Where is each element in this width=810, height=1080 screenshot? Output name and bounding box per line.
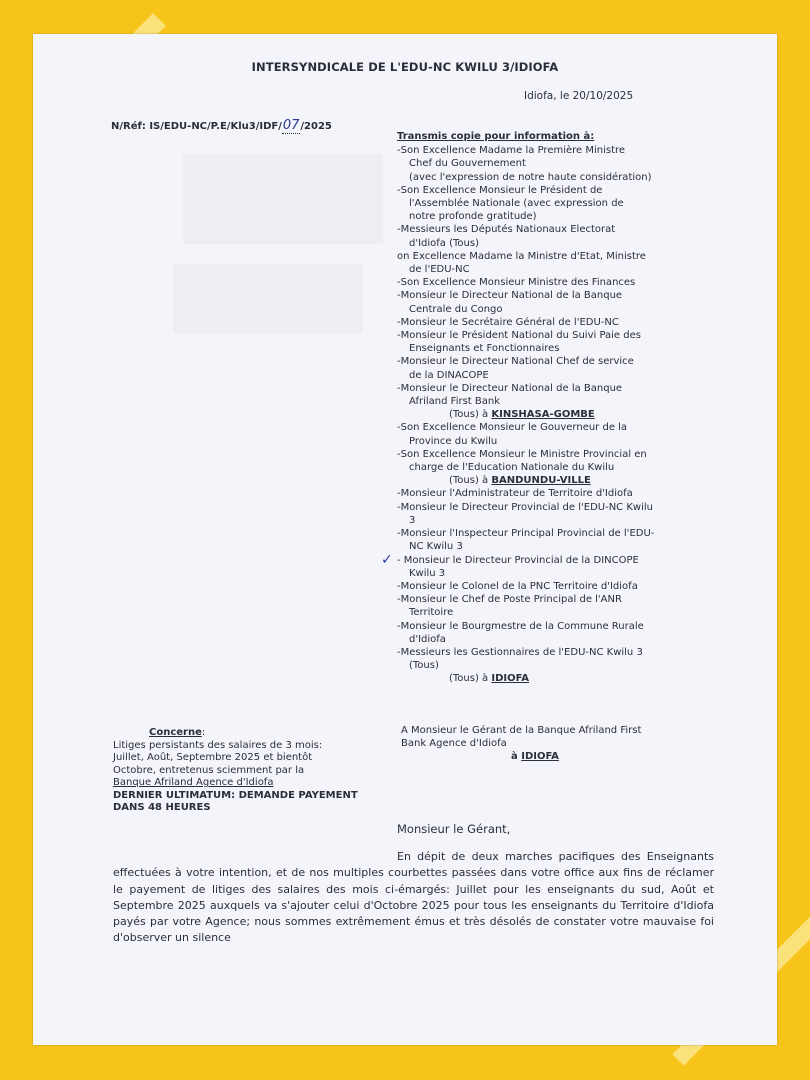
recipient-text: -Messieurs les Gestionnaires de l'EDU-NC Kwilu 3 (397, 646, 643, 658)
recipient-line (397, 448, 677, 461)
location-name: IDIOFA (491, 673, 530, 685)
location-name: KINSHASA-GOMBE (491, 409, 595, 421)
recipient-location (397, 672, 677, 685)
recipient-line (397, 567, 677, 580)
recipient-text: -Monsieur le Chef de Poste Principal de l'ANR (397, 594, 622, 606)
addressee-place: IDIOFA (521, 751, 559, 762)
recipient-text: -Monsieur l'Administrateur de Territoire d'Idiofa (397, 488, 633, 500)
document-title: INTERSYNDICALE DE L'EDU-NC KWILU 3/IDIOFA (251, 60, 559, 74)
recipient-line (397, 620, 677, 633)
recipient-text: l'Assemblée Nationale (avec expression de (409, 198, 624, 210)
recipient-text: Province du Kwilu (409, 435, 498, 447)
recipient-text: -Monsieur le Secrétaire Général de l'EDU-NC (397, 316, 619, 328)
recipient-text: Centrale du Congo (409, 303, 503, 315)
recipient-text: d'Idiofa (409, 633, 446, 645)
recipient-text: -Son Excellence Madame la Première Ministre (397, 145, 626, 157)
document-page (33, 34, 777, 1045)
recipient-text: -Monsieur le Directeur National Chef de service (397, 356, 634, 368)
recipient-text: Enseignants et Fonctionnaires (409, 343, 560, 355)
location-prefix: (Tous) à (449, 475, 492, 487)
concern-line: Litiges persistants des salaires de 3 mois: (113, 739, 323, 751)
recipient-line (397, 223, 677, 236)
recipient-line (397, 316, 677, 329)
handwritten-check-icon: ✓ (381, 551, 393, 568)
recipient-text: -Son Excellence Monsieur le Président de (397, 184, 603, 196)
recipient-text: (avec l'expression de notre haute considération) (409, 171, 652, 183)
recipient-line (397, 501, 677, 514)
document-date: Idiofa, le 20/10/2025 (524, 90, 634, 102)
ultimatum-text: DERNIER ULTIMATUM: DEMANDE PAYEMENT DANS 48 HEURES (113, 789, 358, 813)
recipient-line (397, 646, 677, 659)
recipient-line (397, 210, 677, 223)
recipient-line (397, 659, 677, 672)
recipient-line (397, 514, 677, 527)
addressee-place-prefix: à (511, 751, 522, 762)
recipient-line (381, 551, 677, 568)
recipient-text: - Monsieur le Directeur Provincial de la DINCOPE (397, 554, 639, 566)
recipient-text: -Son Excellence Monsieur le Ministre Provincial en (397, 448, 647, 460)
recipient-line (397, 144, 677, 157)
recipient-line (397, 382, 677, 395)
recipient-text: notre profonde gratitude) (409, 211, 537, 223)
bleed-through (183, 154, 383, 244)
recipient-line (397, 461, 677, 474)
recipient-line (397, 289, 677, 302)
recipient-text: Chef du Gouvernement (409, 158, 526, 170)
recipient-location (397, 474, 677, 487)
recipient-text: -Monsieur le Directeur Provincial de l'EDU-NC Kwilu (397, 501, 653, 513)
recipient-line (397, 369, 677, 382)
recipient-text: Territoire (409, 607, 454, 619)
recipient-line (397, 171, 677, 184)
letter-body: En dépit de deux marches pacifiques des Enseignants effectuées à votre intention, et de nos multiples courbettes passées dans votre office aux fins de réclamer le payement de litiges des salaires des mois ci-émargés: Juillet pour les enseignants du sud, Août et Septembre 2025 auxquels va s'ajouter celui d'Octobre 2025 pour tous les enseignants du Territoire d'Idiofa payés par votre Agence; nous sommes extrêmement émus et très désolés de constater votre mauvaise foi d'observer un silence (113, 850, 714, 945)
recipient-text: -Monsieur l'Inspecteur Principal Provincial de l'EDU- (397, 528, 655, 540)
reference-prefix: N/Réf: IS/EDU-NC/P.E/Klu3/IDF/ (111, 121, 282, 132)
addressee-block (401, 724, 691, 763)
recipient-line (397, 606, 677, 619)
recipient-text: -Monsieur le Président National du Suivi Paie des (397, 330, 641, 342)
recipient-line (397, 540, 677, 553)
reference-suffix: /2025 (300, 121, 332, 132)
concern-bank-line: Banque Afriland Agence d'Idiofa (113, 777, 274, 788)
location-name: BANDUNDU-VILLE (491, 475, 591, 487)
recipient-text: -Monsieur le Directeur National de la Banque (397, 290, 623, 302)
concern-line: Juillet, Août, Septembre 2025 et bientôt (113, 752, 313, 763)
recipient-text: -Messieurs les Députés Nationaux Electorat (397, 224, 616, 236)
recipient-line (397, 276, 677, 289)
recipient-line (397, 487, 677, 500)
recipient-line (397, 395, 677, 408)
recipient-text: (Tous) (409, 660, 439, 672)
recipient-line (397, 580, 677, 593)
recipient-line (397, 633, 677, 646)
recipient-text: charge de l'Education Nationale du Kwilu (409, 462, 615, 474)
recipient-location (397, 408, 677, 421)
recipient-line (397, 237, 677, 250)
salutation: Monsieur le Gérant, (397, 822, 511, 836)
concern-line: Octobre, entretenus sciemment par la (113, 764, 305, 776)
recipient-line (397, 157, 677, 170)
recipient-line (397, 342, 677, 355)
recipient-text: Kwilu 3 (409, 567, 446, 579)
handwritten-number: 07 (282, 118, 300, 133)
addressee-line: A Monsieur le Gérant de la Banque Afriland First (401, 725, 642, 736)
concern-colon: : (201, 727, 206, 738)
location-prefix: (Tous) à (449, 673, 492, 685)
recipient-line (397, 435, 677, 448)
recipient-text: on Excellence Madame la Ministre d'Etat, Ministre (397, 250, 646, 262)
recipient-line (397, 527, 677, 540)
recipients-heading: Transmis copie pour information à: (397, 131, 595, 142)
recipient-line (397, 593, 677, 606)
recipient-text: -Son Excellence Monsieur le Gouverneur de la (397, 422, 628, 434)
recipient-text: -Monsieur le Bourgmestre de la Commune Rurale (397, 620, 644, 632)
recipient-text: de la DINACOPE (409, 369, 489, 381)
recipient-line (397, 421, 677, 434)
recipients-list (381, 130, 677, 686)
recipient-text: -Monsieur le Directeur National de la Banque (397, 382, 623, 394)
recipient-text: -Son Excellence Monsieur Ministre des Finances (397, 277, 636, 289)
recipient-text: NC Kwilu 3 (409, 541, 463, 553)
concern-label: Concerne (149, 727, 202, 738)
location-prefix: (Tous) à (449, 409, 492, 421)
recipient-text: Afriland First Bank (409, 396, 501, 408)
recipient-text: 3 (409, 514, 416, 526)
recipient-line (397, 184, 677, 197)
concern-block (113, 727, 371, 815)
recipient-text: de l'EDU-NC (409, 264, 470, 276)
recipient-line (397, 355, 677, 368)
recipient-text: d'Idiofa (Tous) (409, 237, 479, 249)
addressee-line: Bank Agence d'Idiofa (401, 738, 507, 749)
reference-number (111, 118, 332, 133)
recipient-line (397, 197, 677, 210)
recipient-line (397, 329, 677, 342)
recipient-line (397, 303, 677, 316)
recipient-line (397, 263, 677, 276)
recipient-line (397, 250, 677, 263)
recipient-text: -Monsieur le Colonel de la PNC Territoire d'Idiofa (397, 580, 638, 592)
bleed-through (173, 264, 363, 334)
